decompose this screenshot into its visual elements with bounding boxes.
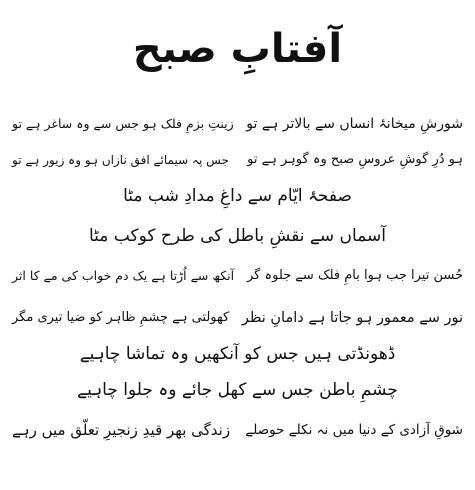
verse-9-second-half: زندگی بھر قیدِ زنجیرِ تعلّق میں رہے — [12, 421, 231, 439]
verse-9-first-half: شوقِ آزادی کے دنیا میں نہ نکلے حوصلے — [245, 422, 463, 438]
poem-title: آفتابِ صبح — [132, 26, 343, 72]
verse-5-first-half: حُسن تیرا جب ہوا بامِ فلک سے جلوہ گر — [247, 268, 463, 283]
verse-4: آسماں سے نقشِ باطل کی طرح کوکب مٹا — [88, 226, 387, 246]
verse-6-second-half: کھولتی ہے چشمِ ظاہر کو ضیا تیری مگر — [12, 310, 230, 325]
verse-1-second-half: زینتِ بزمِ فلک ہو جس سے وہ ساغر ہے تو — [12, 116, 234, 131]
verse-2-second-half: جس پہ سیمائے افق نازاں ہو وہ زیور ہے تو — [12, 153, 229, 167]
verse-1-first-half: شورشِ میخانۂ انساں سے بالاتر ہے تو — [246, 116, 463, 132]
verse-3: صفحۂ ایّام سے داغِ مدادِ شب مٹا — [123, 186, 352, 206]
verse-5-second-half: آنکھ سے اُڑتا ہے یک دم خواب کی مے کا اثر — [12, 268, 235, 283]
verse-8: چشمِ باطن جس سے کھل جائے وہ جلوا چاہیے — [77, 380, 398, 400]
verse-7: ڈھونڈتی ہیں جس کو آنکھیں وہ تماشا چاہیے — [79, 344, 396, 364]
verse-6-first-half: نور سے معمور ہو جاتا ہے دامانِ نظر — [241, 310, 463, 326]
verse-2-first-half: ہو دُرِ گوشِ عروسِ صبح وہ گوہر ہے تو — [247, 152, 463, 167]
